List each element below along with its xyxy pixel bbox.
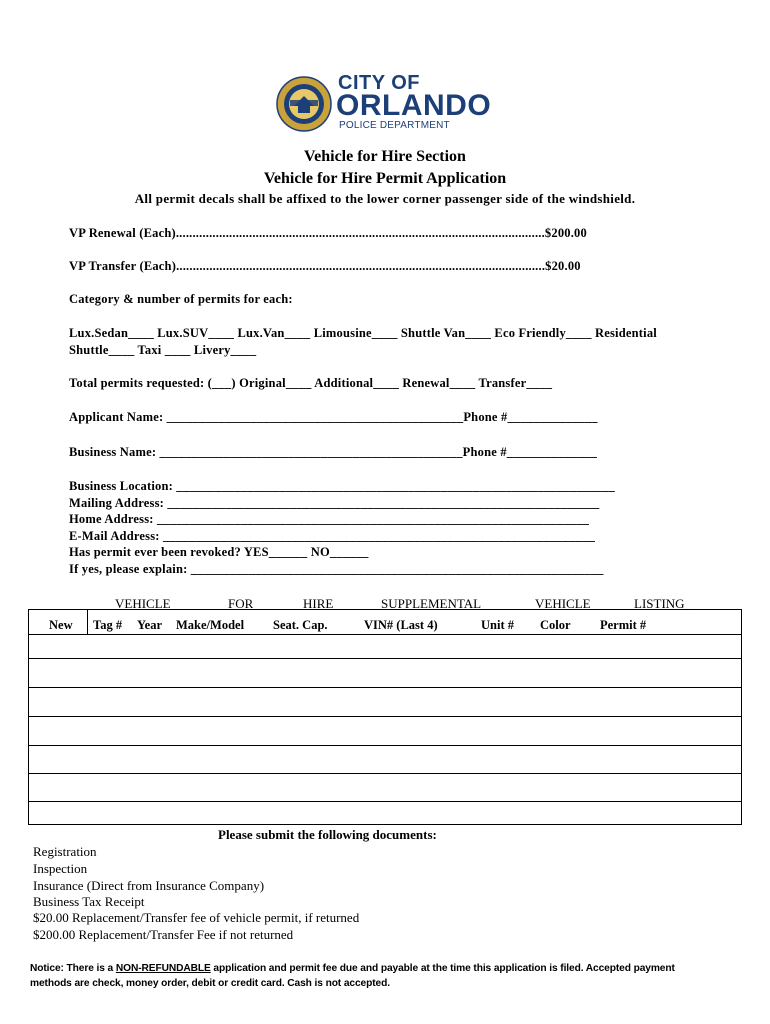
logo-city-of: CITY OF (338, 72, 421, 94)
email-address-field[interactable]: E-Mail Address: ___________________________________________________________________ (69, 529, 596, 543)
banner-vehicle: VEHICLE (115, 596, 171, 611)
section-title: Vehicle for Hire Section (304, 148, 466, 165)
notice-rest: application and permit fee due and payable at the time this application is filed. Accepted payment (210, 963, 675, 974)
notice-non-refundable: NON-REFUNDABLE (115, 963, 211, 974)
revoked-explain-field[interactable]: If yes, please explain: ________________________________________________________________ (69, 562, 604, 576)
table-row[interactable] (29, 634, 741, 635)
table-row[interactable] (29, 658, 741, 659)
notice-prefix: Notice: There is a (30, 963, 116, 974)
home-address-field[interactable]: Home Address: ___________________________________________________________________ (69, 512, 590, 526)
col-seat-cap: Seat. Cap. (273, 618, 328, 632)
table-row[interactable] (29, 687, 741, 688)
business-location-field[interactable]: Business Location: ____________________________________________________________________ (69, 479, 615, 493)
fee-transfer: VP Transfer (Each)...............................................................................................................$20.00 (69, 259, 581, 273)
col-year: Year (137, 618, 162, 632)
banner-supplemental: SUPPLEMENTAL (381, 596, 482, 611)
category-line-1[interactable]: Lux.Sedan____ Lux.SUV____ Lux.Van____ Limousine____ Shuttle Van____ Eco Friendly____ Residential (69, 326, 657, 340)
table-row[interactable] (29, 745, 741, 746)
category-line-2[interactable]: Shuttle____ Taxi ____ Livery____ (69, 343, 257, 357)
notice-line-2: methods are check, money order, debit or credit card. Cash is not accepted. (30, 978, 390, 989)
total-permits-line[interactable]: Total permits requested: (___) Original____ Additional____ Renewal____ Transfer____ (69, 376, 553, 390)
banner-listing: LISTING_ (634, 596, 692, 611)
doc-item-business-tax: Business Tax Receipt (33, 894, 145, 909)
doc-item-insurance: Insurance (Direct from Insurance Company) (33, 878, 265, 893)
logo-orlando: ORLANDO (336, 89, 492, 122)
col-make-model: Make/Model (176, 618, 245, 632)
vehicle-listing-table (28, 609, 742, 825)
banner-vehicle-2: VEHICLE (535, 596, 591, 611)
doc-item-registration: Registration (33, 844, 97, 859)
col-vin: VIN# (Last 4) (364, 618, 438, 632)
city-of-orlando-logo (276, 72, 526, 136)
col-tag: Tag # (93, 618, 123, 632)
revoked-question[interactable]: Has permit ever been revoked? YES______ NO______ (69, 545, 369, 559)
doc-item-replacement-20: $20.00 Replacement/Transfer fee of vehicle permit, if returned (33, 910, 360, 925)
col-unit: Unit # (481, 618, 514, 632)
police-seal-icon (276, 76, 332, 132)
doc-item-inspection: Inspection (33, 861, 88, 876)
table-row[interactable] (29, 716, 741, 717)
col-color: Color (540, 618, 571, 632)
notice-line-1 (30, 963, 675, 974)
mailing-address-field[interactable]: Mailing Address: ___________________________________________________________________ (69, 496, 600, 510)
header-divider (87, 610, 88, 634)
form-title: Vehicle for Hire Permit Application (263, 170, 507, 187)
business-name-field[interactable]: Business Name: _______________________________________________Phone #______________ (69, 445, 598, 459)
banner-for: FOR (228, 596, 254, 611)
doc-item-replacement-200: $200.00 Replacement/Transfer Fee if not returned (33, 927, 294, 942)
documents-heading: Please submit the following documents: (218, 827, 437, 842)
table-row[interactable] (29, 773, 741, 774)
applicant-name-field[interactable]: Applicant Name: ______________________________________________Phone #______________ (69, 410, 598, 424)
decal-note: All permit decals shall be affixed to the lower corner passenger side of the windshield. (134, 191, 636, 206)
logo-police-department: POLICE DEPARTMENT (339, 120, 450, 131)
table-row[interactable] (29, 801, 741, 802)
category-label: Category & number of permits for each: (69, 292, 293, 306)
col-permit: Permit # (600, 618, 647, 632)
banner-hire: HIRE (303, 596, 334, 611)
col-new: New (49, 618, 73, 632)
fee-renewal: VP Renewal (Each)...............................................................................................................$200.00 (69, 226, 587, 240)
